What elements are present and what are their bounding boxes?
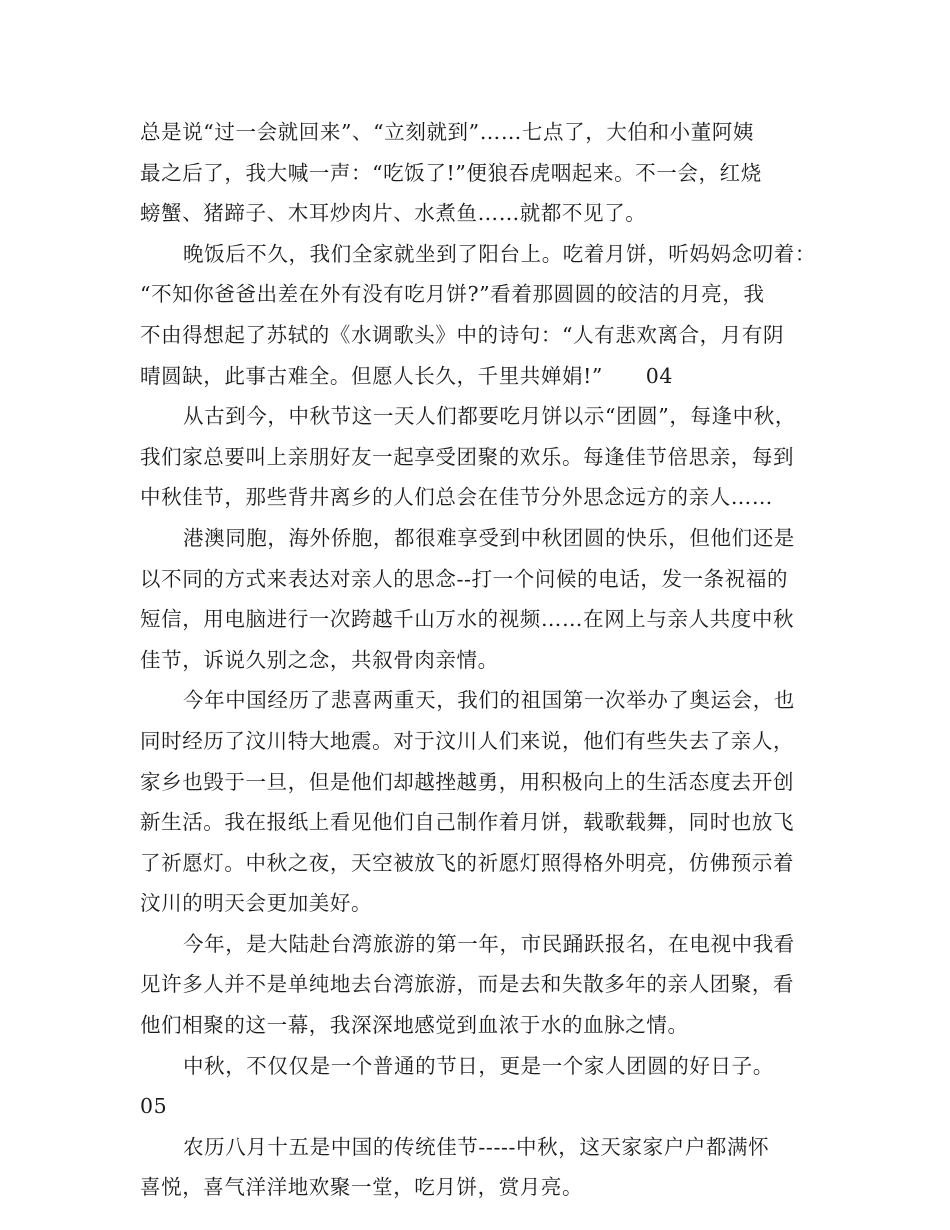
text-line: 短信，用电脑进行一次跨越千山万水的视频……在网上与亲人共度中秋 [140, 607, 795, 632]
text-line: 我们家总要叫上亲朋好友一起享受团聚的欢乐。每逢佳节倍思亲，每到 [140, 444, 795, 469]
document-body [140, 112, 840, 1208]
text-line: 喜悦，喜气洋洋地欢聚一堂，吃月饼，赏月亮。 [140, 1175, 584, 1200]
text-line: 农历八月十五是中国的传统佳节-----中秋，这天家家户户都满怀 [183, 1134, 770, 1159]
text-line: 以不同的方式来表达对亲人的思念--打一个问候的电话，发一条祝福的 [140, 566, 789, 591]
text-line: 同时经历了汶川特大地震。对于汶川人们来说，他们有些失去了亲人， [140, 728, 795, 753]
text-line: 总是说“过一会就回来”、“立刻就到”……七点了，大伯和小董阿姨 [140, 120, 755, 144]
text-line: 中秋，不仅仅是一个普通的节日，更是一个家人团圆的好日子。 [183, 1053, 774, 1078]
text-line: 家乡也毁于一旦，但是他们却越挫越勇，用积极向上的生活态度去开创 [140, 769, 795, 794]
text-line: 螃蟹、猪蹄子、木耳炒肉片、水煮鱼……就都不见了。 [140, 201, 647, 226]
text-line: 晴圆缺，此事古难全。但愿人长久，千里共婵娟!” 04 [140, 363, 674, 388]
text-line: “不知你爸爸出差在外有没有吃月饼?”看着那圆圆的皎洁的月亮，我 [140, 282, 765, 307]
text-line: 晚饭后不久，我们全家就坐到了阳台上。吃着月饼，听妈妈念叨着： [183, 241, 816, 266]
text-line: 05 [140, 1094, 168, 1119]
text-line: 中秋佳节，那些背井离乡的人们总会在佳节分外思念远方的亲人…… [140, 485, 773, 510]
text-line: 今年，是大陆赴台湾旅游的第一年，市民踊跃报名，在电视中我看 [183, 931, 795, 956]
text-line: 了祈愿灯。中秋之夜，天空被放飞的祈愿灯照得格外明亮，仿佛预示着 [140, 850, 795, 875]
text-line: 见许多人并不是单纯地去台湾旅游，而是去和失散多年的亲人团聚，看 [140, 972, 795, 997]
text-line: 从古到今，中秋节这一天人们都要吃月饼以示“团圆”，每逢中秋， [183, 404, 796, 429]
text-line: 今年中国经历了悲喜两重天，我们的祖国第一次举办了奥运会，也 [183, 688, 795, 713]
text-line: 汶川的明天会更加美好。 [140, 891, 373, 916]
text-line: 新生活。我在报纸上看见他们自己制作着月饼，载歌载舞，同时也放飞 [140, 810, 795, 835]
text-line: 不由得想起了苏轼的《水调歌头》中的诗句：“人有悲欢离合，月有阴 [140, 322, 785, 347]
text-line: 港澳同胞，海外侨胞，都很难享受到中秋团圆的快乐，但他们还是 [183, 525, 795, 550]
text-line: 他们相聚的这一幕，我深深地感觉到血浓于水的血脉之情。 [140, 1013, 689, 1038]
text-line: 最之后了，我大喊一声：“吃饭了!”便狼吞虎咽起来。不一会，红烧 [140, 160, 762, 185]
text-line: 佳节，诉说久别之念，共叙骨肉亲情。 [140, 647, 499, 672]
